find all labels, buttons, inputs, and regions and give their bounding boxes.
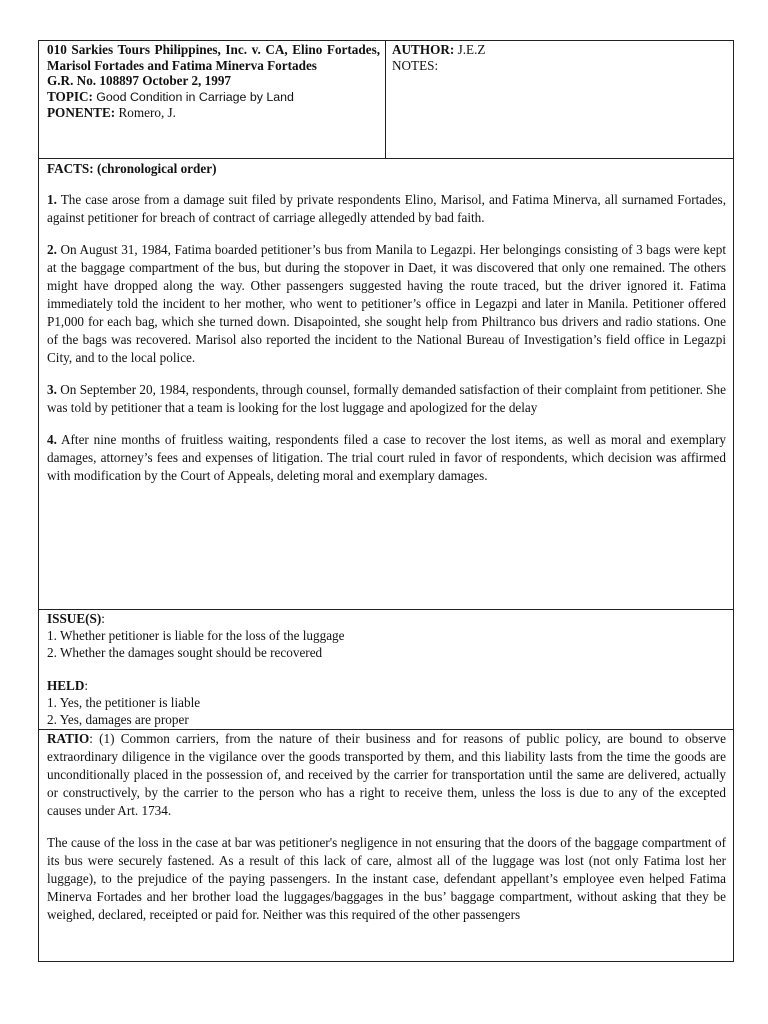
facts-section bbox=[39, 159, 733, 610]
gr-number: G.R. No. 108897 October 2, 1997 bbox=[47, 73, 232, 89]
ponente-value: Romero, J. bbox=[118, 105, 176, 121]
topic-value: Good Condition in Carriage by Land bbox=[96, 89, 294, 104]
ratio-section bbox=[39, 730, 733, 924]
issue-item: 2. Whether the damages sought should be recovered bbox=[47, 645, 323, 660]
fact-item bbox=[47, 431, 726, 485]
fact-number: 2. bbox=[47, 242, 57, 257]
fact-text: The case arose from a damage suit filed by private respondents Elino, Marisol, and Fatima Minerva, all surnamed Fortades, against petitioner for breach of contract of carriage allegedly attended by bad faith. bbox=[47, 192, 726, 225]
held-heading: HELD bbox=[47, 678, 85, 693]
topic-label: TOPIC bbox=[47, 88, 89, 104]
fact-number: 3. bbox=[47, 382, 57, 397]
author-label: AUTHOR bbox=[392, 42, 450, 57]
issues-held-section bbox=[39, 610, 733, 730]
ratio-label: RATIO bbox=[47, 731, 90, 746]
fact-number: 1. bbox=[47, 192, 57, 207]
fact-item bbox=[47, 241, 726, 367]
facts-heading: FACTS: (chronological order) bbox=[47, 161, 217, 176]
ratio-text-1: (1) Common carriers, from the nature of their business and for reasons of public policy, are bound to observe extraordinary diligence in the vigilance over the goods transported by them, and this liability lasts from the time the goods are unconditionally placed in the possession of, and received by the carrier for transportation until the same are delivered, actually or constructively, by the carrier to the person who has a right to receive them, unless the loss is due to any of the excepted causes under Art. 1734. bbox=[47, 731, 726, 818]
ponente-label: PONENTE bbox=[47, 105, 111, 121]
case-title: 010 Sarkies Tours Philippines, Inc. v. CA, Elino Fortades, Marisol Fortades and Fatima Minerva Fortades bbox=[47, 42, 380, 73]
issues-block: ISSUE(S): 1. Whether petitioner is liable for the loss of the luggage 2. Whether the damages sought should be recovered bbox=[47, 610, 726, 661]
author-notes-cell bbox=[386, 41, 733, 158]
ponente-line: PONENTE: Romero, J. bbox=[47, 105, 176, 121]
fact-text: On August 31, 1984, Fatima boarded petitioner’s bus from Manila to Legazpi. Her belongings consisting of 3 bags were kept at the baggage compartment of the bus, but during the stopover in Daet, it was discovered that only one remained. The others might have dropped along the way. Other passengers suggested having the route traced, but the driver ignored it. Fatima immediately told the incident to her mother, who went to petitioner’s office in Legazpi and later in Manila. Petitioner offered P1,000 for each bag, which she turned down. Disapointed, she sought help from Philtranco bus drivers and radio stations. One of the bags was recovered. Marisol also reported the incident to the National Bureau of Investigation’s field office in Legazpi City, and to the local police. bbox=[47, 242, 727, 365]
issues-heading: ISSUE(S) bbox=[47, 611, 102, 626]
ratio-paragraph: RATIO: (1) Common carriers, from the nature of their business and for reasons of public policy, are bound to observe extraordinary diligence in the vigilance over the goods transported by them, and this liability lasts from the time the goods are unconditionally placed in the possession of, and received by the carrier for transportation until the same are delivered, actually or constructively, by the carrier to the person who has a right to receive them, unless the loss is due to any of the excepted causes under Art. 1734. bbox=[47, 731, 726, 818]
issue-item: 1. Whether petitioner is liable for the loss of the luggage bbox=[47, 628, 345, 643]
held-item: 2. Yes, damages are proper bbox=[47, 712, 189, 727]
topic-line: TOPIC: Good Condition in Carriage by Land bbox=[47, 88, 294, 104]
author-value: J.E.Z bbox=[457, 42, 486, 57]
held-block: HELD: 1. Yes, the petitioner is liable 2. Yes, damages are proper bbox=[47, 677, 726, 728]
fact-number: 4. bbox=[47, 432, 57, 447]
fact-text: After nine months of fruitless waiting, respondents filed a case to recover the lost items, as well as moral and exemplary damages, attorney’s fees and expenses of litigation. The trial court ruled in favor of respondents, which decision was affirmed with modification by the Court of Appeals, deleting moral and exemplary damages. bbox=[47, 432, 726, 483]
case-info-cell bbox=[39, 41, 386, 158]
fact-text: On September 20, 1984, respondents, through counsel, formally demanded satisfaction of their complaint from petitioner. She was told by petitioner that a team is looking for the lost luggage and apologized for the delay bbox=[47, 382, 726, 415]
ratio-paragraph: The cause of the loss in the case at bar was petitioner's negligence in not ensuring that the doors of the baggage compartment of its bus were securely fastened. As a result of this lack of care, almost all of the luggage was lost (not only Fatima lost her luggage), to the prejudice of the paying passengers. In the instant case, defendant appellant’s employee even helped Fatima Minerva Fortades and her brother load the luggages/baggages in the bus’ baggage compartment, without asking that they be weighed, declared, receipted or paid for. Neither was this required of the other passengers bbox=[47, 835, 726, 922]
author-line: AUTHOR: J.E.Z bbox=[392, 42, 486, 57]
notes-label: NOTES: bbox=[392, 57, 439, 73]
header-row bbox=[39, 41, 733, 159]
case-digest-table bbox=[38, 40, 734, 962]
fact-item bbox=[47, 191, 726, 227]
fact-item bbox=[47, 381, 726, 417]
held-item: 1. Yes, the petitioner is liable bbox=[47, 695, 201, 710]
